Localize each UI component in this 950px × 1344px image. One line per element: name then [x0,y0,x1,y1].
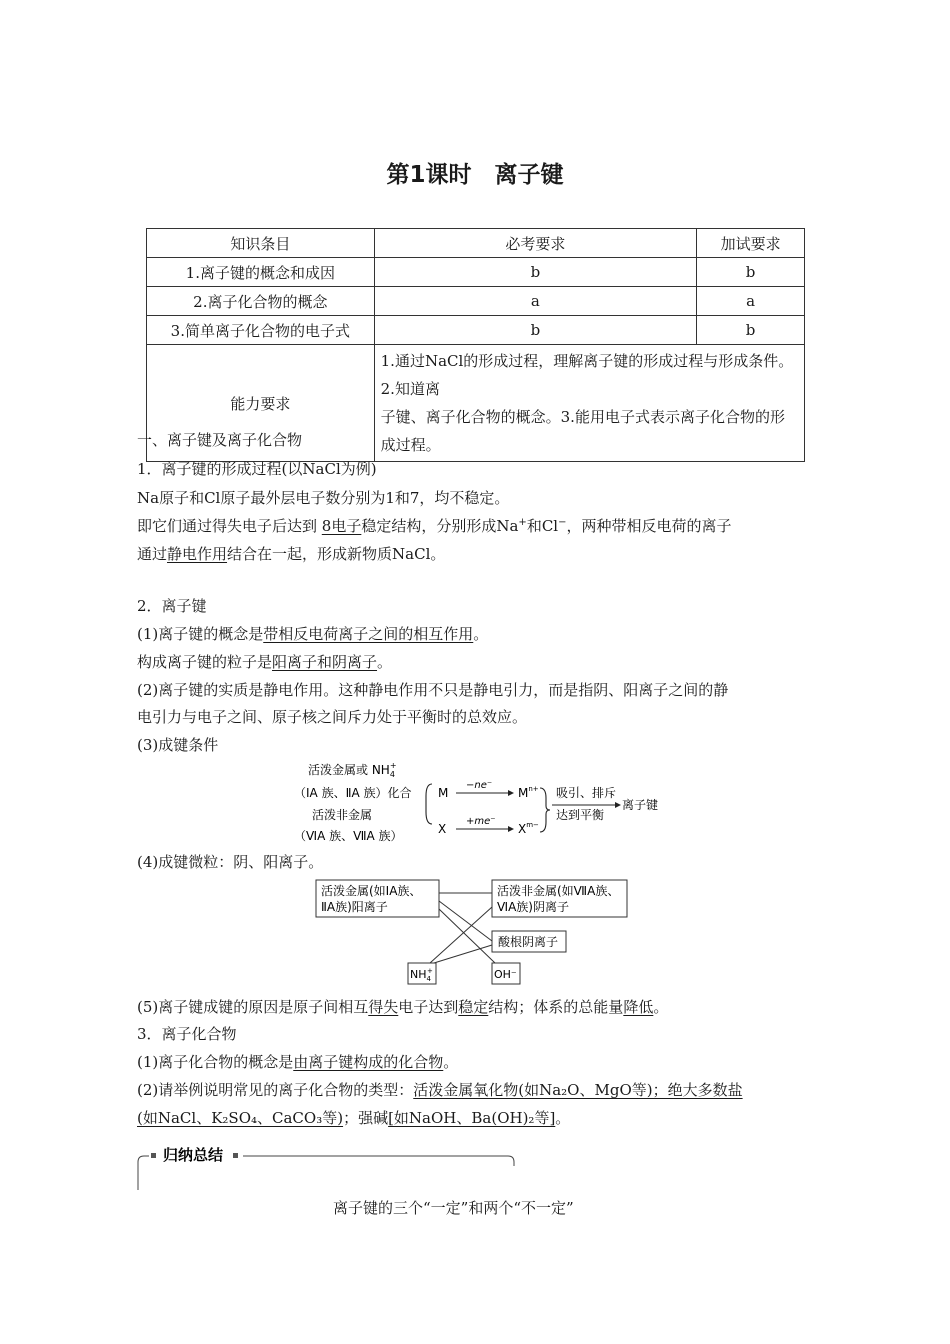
bonding-particles-diagram [315,879,635,987]
paragraph: (2)离子键的实质是静电作用。这种静电作用不只是静电引力，而是指阴、阳离子之间的静 [137,681,729,699]
paragraph [137,1052,458,1072]
arrowhead [615,802,621,808]
paragraph [137,997,668,1017]
text: 。 [377,653,393,671]
table-cell: b [374,258,697,287]
box-text: ⅡA族)阳离子 [321,900,388,914]
atom-m: M [438,786,449,800]
answer-blank: [如NaOH、Ba(OH)₂等] [388,1109,556,1127]
text: 和Cl [526,517,559,535]
ability-line: 子键、离子化合物的概念。3.能用电子式表示离子化合物的形成过程。 [380,408,785,454]
text: (5)离子键成键的原因是原子间相互 [137,998,369,1016]
ability-line: 1.通过NaCl的形成过程，理解离子键的形成过程与形成条件。2.知道离 [380,352,794,398]
paragraph [137,652,392,672]
table-cell: 3.简单离子化合物的电子式 [147,316,375,345]
answer-blank: (如NaCl、K₂SO₄、CaCO₃等) [137,1109,344,1127]
paragraph [137,624,488,644]
text: (2)请举例说明常见的离子化合物的类型： [137,1081,414,1099]
bullet-square [233,1153,238,1158]
frame-line [138,1156,149,1190]
answer-blank: 得失 [368,998,399,1016]
text: 结构；体系的总能量 [488,998,624,1016]
table-cell: b [374,316,697,345]
table-header: 加试要求 [697,229,805,258]
subheading-ionic-bond: 2．离子键 [137,597,207,615]
text: (1)离子化合物的概念是 [137,1053,294,1071]
table-header: 必考要求 [374,229,697,258]
ability-text [374,345,804,462]
table-row [147,287,805,316]
answer-blank: 静电作用 [167,545,228,563]
table-cell: 2.离子化合物的概念 [147,287,375,316]
summary-label: 归纳总结 [163,1146,224,1164]
anion: $X^{m-}$ [518,821,539,836]
text: 即它们通过得失电子后达到 [137,517,318,535]
answer-blank: 带相反电荷离子之间的相互作用 [263,625,474,643]
box-text: ⅥA族)阴离子 [497,900,569,914]
subheading-formation: 1．离子键的形成过程(以NaCl为例) [137,460,377,478]
arrowhead [508,826,514,832]
table-cell: 1.离子键的概念和成因 [147,258,375,287]
box-text: $NH_4+$ [410,967,433,983]
label-gain-electrons: +me⁻ [466,816,496,827]
text: 电子达到 [398,998,459,1016]
arrowhead [508,790,514,796]
connector [439,909,495,963]
text: 稳定结构，分别形成Na [361,517,519,535]
answer-blank: 由离子键构成的化合物 [293,1053,444,1071]
paragraph: Na原子和Cl原子最外层电子数分别为1和7，均不稳定。 [137,489,510,507]
ability-label: 能力要求 [147,345,375,462]
text: ；强碱 [343,1109,389,1127]
text: 通过 [137,545,168,563]
table-cell: b [697,258,805,287]
section-heading: 一、离子键及离子化合物 [137,431,303,449]
text: 。 [653,998,669,1016]
text: 。 [443,1053,459,1071]
paragraph [137,544,445,564]
charge: + [518,517,527,528]
box-text: 酸根阴离子 [498,935,559,949]
paragraph [137,1108,570,1128]
charge: − [558,517,567,528]
requirements-table [146,228,805,462]
table-cell: a [374,287,697,316]
bonding-conditions-diagram [290,760,670,844]
label-active-metal: 活泼金属或 $NH_4+$ [308,761,397,779]
label-equilibrium: 达到平衡 [556,808,605,822]
label-lose-electrons: −ne⁻ [466,780,493,791]
paragraph: 电引力与电子之间、原子核之间斥力处于平衡时的总效应。 [137,708,528,726]
left-brace [426,784,432,824]
paragraph [137,1080,743,1100]
answer-blank: 活泼金属氧化物(如Na₂O、MgO等)；绝大多数盐 [413,1081,743,1099]
label-active-nonmetal: 活泼非金属 [312,808,373,822]
table-row [147,316,805,345]
subheading-ionic-compound: 3．离子化合物 [137,1025,237,1043]
label-ionic-bond: 离子键 [622,798,659,812]
box-text: 活泼非金属(如ⅦA族、 [497,884,620,898]
answer-blank: 8电子 [321,517,362,535]
bullet-square [151,1153,156,1158]
text: 。 [555,1109,571,1127]
atom-x: X [438,822,447,836]
table-header-row [147,229,805,258]
table-row [147,258,805,287]
box-text: OH⁻ [494,968,517,981]
frame-line [243,1156,514,1166]
text: ，两种带相反电荷的离子 [566,517,732,535]
box-text: 活泼金属(如ⅠA族、 [321,884,422,898]
label-group-1-2: （ⅠA 族、ⅡA 族）化合 [294,786,412,800]
paragraph: (3)成键条件 [137,736,219,754]
paragraph [137,516,732,536]
label-group-6-7: （ⅥA 族、ⅦA 族） [294,829,403,843]
label-attract-repel: 吸引、排斥 [556,786,617,800]
right-brace [540,788,550,832]
cation: $M^{n+}$ [518,785,539,800]
text: 结合在一起，形成新物质NaCl。 [227,545,446,563]
table-cell: b [697,316,805,345]
table-cell: a [697,287,805,316]
text: (1)离子键的概念是 [137,625,264,643]
summary-title: 离子键的三个“一定”和两个“不一定” [333,1199,574,1217]
text: 。 [473,625,489,643]
answer-blank: 稳定 [458,998,489,1016]
answer-blank: 降低 [623,998,654,1016]
table-header: 知识条目 [147,229,375,258]
summary-header [137,1146,515,1190]
text: 构成离子键的粒子是 [137,653,273,671]
paragraph: (4)成键微粒：阴、阳离子。 [137,853,324,871]
page-title: 第1课时 离子键 [386,162,564,188]
connector [434,945,492,963]
answer-blank: 阳离子和阴离子 [272,653,378,671]
